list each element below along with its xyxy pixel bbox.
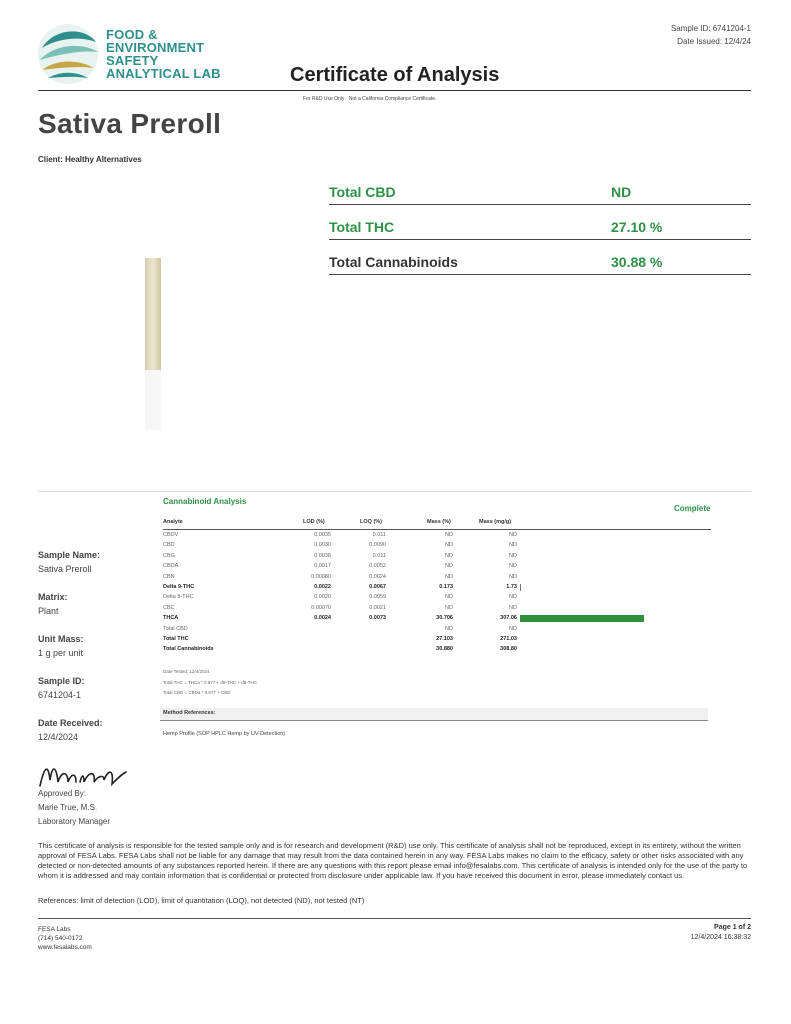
unit-mass-label: Unit Mass: xyxy=(38,634,84,644)
total-value: 30.88 % xyxy=(611,254,663,270)
table-row xyxy=(163,645,711,655)
analysis-status: Complete xyxy=(674,504,711,513)
cell-mass-mg: ND xyxy=(509,552,517,559)
approved-by-label: Approved By: xyxy=(38,789,87,798)
total-cbd-formula: Total CBD = CBDa * 0.877 + CBD xyxy=(163,690,231,695)
cell-mass-pct: 27.103 xyxy=(436,636,453,642)
sample-name-value: Sativa Preroll xyxy=(38,564,92,574)
table-row xyxy=(163,573,711,583)
print-timestamp: 12/4/2024 16:38:32 xyxy=(690,934,751,941)
col-analyte: Analyte xyxy=(163,519,183,525)
cell-loq: 0.011 xyxy=(372,552,386,559)
col-lod: LOD (%) xyxy=(303,519,325,525)
table-row xyxy=(163,604,711,614)
sample-name-label: Sample Name: xyxy=(38,550,101,560)
matrix-value: Plant xyxy=(38,606,59,616)
total-label: Total THC xyxy=(329,219,395,235)
rd-use-note: For R&D Use Only · Not a California Compliance Certificate. xyxy=(303,96,437,102)
cell-mass-pct: ND xyxy=(445,594,453,601)
cell-mass-mg: ND xyxy=(509,532,517,538)
cell-analyte: CBN xyxy=(163,573,175,580)
product-name: Sativa Preroll xyxy=(38,108,222,139)
lab-name: FOOD & ENVIRONMENT SAFETY ANALYTICAL LAB xyxy=(106,27,221,81)
page-number: Page 1 of 2 xyxy=(714,924,751,931)
cell-lod: 0.0020 xyxy=(314,594,331,601)
col-loq: LOQ (%) xyxy=(360,519,382,525)
method-reference-text: Hemp Profile (SOP HPLC Hemp by UV-Detection) xyxy=(163,731,286,737)
cell-lod: 0.00070 xyxy=(311,604,331,611)
cell-lod: 0.0030 xyxy=(314,542,331,549)
analysis-title: Cannabinoid Analysis xyxy=(163,497,247,506)
document-title: Certificate of Analysis xyxy=(290,64,500,86)
cell-analyte: THCA xyxy=(163,615,179,622)
cell-mass-pct: ND xyxy=(445,625,453,632)
cell-mass-pct: ND xyxy=(445,563,453,570)
cell-mass-mg: ND xyxy=(509,625,517,632)
method-references-title: Method References: xyxy=(163,710,216,716)
cell-mass-pct: ND xyxy=(445,532,453,538)
cell-analyte: Total THC xyxy=(163,636,189,642)
table-row xyxy=(163,635,711,645)
unit-mass-value: 1 g per unit xyxy=(38,648,84,658)
matrix-label: Matrix: xyxy=(38,592,68,602)
sample-id-value: 6741204-1 xyxy=(38,690,82,700)
cell-analyte: Total CBD xyxy=(163,625,188,632)
disclaimer-text: This certificate of analysis is responsible for the tested sample only and is for research and development (R&D) use only. This certificate of analysis shall not be reproduced, except in its entirety, without the written approval of FESA Labs. FESA Labs shall not be liable for any damage that may result from the data contained herein in any way. FESA Labs makes no claim to the efficacy, safety or other risks associated with any detected or non-detected amounts of any substances reported herein. If there are any questions with this report please email info@fesalabs.com. This certificate of analysis is intended only for the use of the party to whom it is addressed and may contain information that is confidential or protected from disclosure under applicable law. If you have received this document in error, please immediately contact us. xyxy=(38,841,748,880)
cell-lod: 0.0017 xyxy=(314,563,331,570)
cell-analyte: CBG xyxy=(163,552,175,559)
cell-loq: 0.011 xyxy=(372,532,386,538)
cell-mass-pct: 0.173 xyxy=(439,584,453,590)
cell-analyte: Delta 8-THC xyxy=(163,594,194,601)
cell-analyte: Delta 9-THC xyxy=(163,584,195,590)
sample-id-label: Sample ID: xyxy=(38,676,85,686)
total-label: Total Cannabinoids xyxy=(329,254,458,270)
col-mass-pct: Mass (%) xyxy=(427,519,451,525)
cell-loq: 0.0073 xyxy=(369,615,386,622)
date-tested-note: Date Tested: 12/4/2024 xyxy=(163,669,210,674)
table-row xyxy=(163,593,711,603)
header-divider xyxy=(38,90,751,91)
cell-lod: 0.0024 xyxy=(314,615,331,622)
col-mass-mg: Mass (mg/g) xyxy=(479,519,512,525)
table-row xyxy=(163,531,711,541)
cell-mass-pct: ND xyxy=(445,542,453,549)
total-cannabinoids-row xyxy=(329,246,751,275)
company-name: FESA Labs xyxy=(38,926,71,933)
mass-bar xyxy=(520,615,644,622)
cell-mass-pct: ND xyxy=(445,604,453,611)
cell-analyte: Total Cannabinoids xyxy=(163,646,214,653)
table-row xyxy=(163,552,711,562)
cell-analyte: CBD xyxy=(163,542,175,549)
mass-bar xyxy=(520,584,521,591)
handwritten-signature-icon xyxy=(38,758,128,792)
date-received-value: 12/4/2024 xyxy=(38,732,79,742)
cell-analyte: CBC xyxy=(163,604,175,611)
cell-mass-pct: ND xyxy=(445,552,453,559)
table-row xyxy=(163,562,711,572)
method-references-bar xyxy=(160,708,708,721)
cell-loq: 0.0067 xyxy=(369,584,386,590)
cell-lod: 0.00080 xyxy=(311,573,331,580)
cell-mass-mg: 308.80 xyxy=(500,646,517,653)
cell-mass-mg: ND xyxy=(509,594,517,601)
page-info xyxy=(691,923,751,943)
approver-title: Laboratory Manager xyxy=(38,817,111,826)
references-text: References: limit of detection (LOD), limit of quantitation (LOQ), not detected (ND), not tested (NT) xyxy=(38,896,365,905)
total-value: ND xyxy=(611,184,632,200)
cell-mass-mg: 271.03 xyxy=(500,636,517,642)
sample-meta xyxy=(671,22,751,48)
cell-mass-pct: 30.706 xyxy=(436,615,453,622)
cell-loq: 0.0090 xyxy=(369,542,386,549)
cell-mass-pct: 30.880 xyxy=(436,646,453,653)
date-issued: Date Issued: 12/4/24 xyxy=(677,37,751,46)
cell-analyte: CBDV xyxy=(163,532,179,538)
sample-id-header: Sample ID: 6741204-1 xyxy=(670,24,751,33)
cell-mass-pct: ND xyxy=(445,573,453,580)
cell-loq: 0.0059 xyxy=(369,594,386,601)
cell-mass-mg: ND xyxy=(509,604,517,611)
section-divider xyxy=(38,491,751,492)
client-name: Client: Healthy Alternatives xyxy=(38,155,142,164)
total-value: 27.10 % xyxy=(611,219,663,235)
footer-divider xyxy=(38,918,751,919)
cell-lod: 0.0038 xyxy=(314,552,331,559)
cell-mass-mg: ND xyxy=(509,542,517,549)
date-received-label: Date Received: xyxy=(38,718,103,728)
cell-lod: 0.0022 xyxy=(314,584,331,590)
table-row xyxy=(163,583,711,593)
total-label: Total CBD xyxy=(329,184,396,200)
table-header-rule xyxy=(163,529,711,530)
total-cbd-row xyxy=(329,176,751,205)
table-row xyxy=(163,614,711,624)
cell-loq: 0.0024 xyxy=(369,573,386,580)
cell-mass-mg: 307.06 xyxy=(500,615,517,622)
cell-mass-mg: ND xyxy=(509,573,517,580)
preroll-photo xyxy=(145,258,161,430)
cell-mass-mg: 1.73 xyxy=(506,584,517,590)
cell-loq: 0.0052 xyxy=(369,563,386,570)
table-row xyxy=(163,541,711,551)
cell-loq: 0.0021 xyxy=(369,604,386,611)
company-phone: (714) 540-0172 xyxy=(38,935,83,942)
lab-contact xyxy=(38,925,92,952)
cell-mass-mg: ND xyxy=(509,563,517,570)
total-thc-row xyxy=(329,211,751,240)
table-row xyxy=(163,625,711,635)
cell-lod: 0.0035 xyxy=(314,532,331,538)
company-website[interactable]: www.fesalabs.com xyxy=(38,944,92,951)
leaf-swirl-logo-icon xyxy=(36,22,100,86)
approver-name: Marie True, M.S. xyxy=(38,803,98,812)
cell-analyte: CBDA xyxy=(163,563,179,570)
total-thc-formula: Total THC = THCa * 0.877 + d9-THC + d8-THC xyxy=(163,680,257,685)
